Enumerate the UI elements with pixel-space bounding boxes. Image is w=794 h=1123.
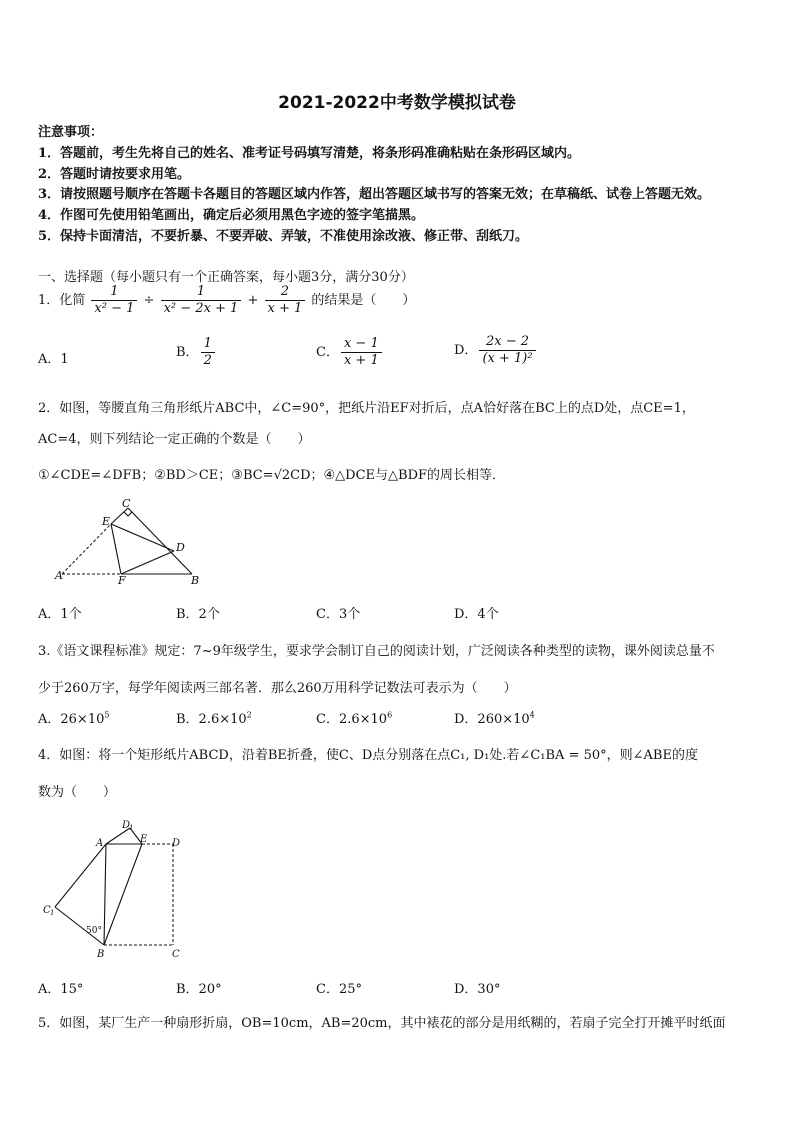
q3-option-b-exp: 2 (246, 710, 252, 720)
q3-option-d (454, 708, 535, 727)
q1-operator-2: + (247, 293, 259, 308)
q1-option-c-fraction (341, 337, 382, 368)
q3-option-a-text: A．26×10 (38, 712, 105, 727)
q2-segment-fd (121, 551, 174, 574)
q2-option-c: C．3个 (316, 607, 361, 622)
q3-option-c-exp: 6 (387, 710, 393, 720)
q1-option-b-den: 2 (203, 353, 212, 368)
q1-fraction-3 (265, 285, 306, 316)
q4-label-e: E (140, 834, 148, 845)
q2-label-c: C (122, 497, 131, 510)
q1-fraction-1 (91, 285, 137, 316)
q2-statement-3b: CD； (290, 468, 324, 483)
q4-option-d: D．30° (454, 982, 501, 997)
q2-statements (38, 464, 505, 483)
q4-side-ab (104, 844, 106, 945)
q4-segment-a-c1 (55, 844, 106, 907)
q4-label-c: C (172, 949, 180, 960)
notice-item-1: 1．答题前，考生先将自己的姓名、准考证号码填写清楚，将条形码准确粘贴在条形码区域内。 (38, 146, 581, 161)
q1-option-b-label: B． (176, 345, 199, 360)
q1-option-d (454, 335, 538, 366)
q2-statement-2: BD＞CE； (165, 468, 232, 483)
q1-prefix: 1．化简 (38, 293, 86, 308)
q4-label-b: B (97, 949, 105, 960)
q4-option-b: B．20° (176, 982, 222, 997)
q3-option-b-text: B．2.6×10 (176, 712, 247, 727)
q5-line-1: 5．如图，某厂生产一种扇形折扇，OB=10cm，AB=20cm，其中裱花的部分是用纸糊的，若扇子完全打开摊平时纸面 (38, 1016, 726, 1031)
q2-option-d: D．4个 (454, 607, 499, 622)
q2-label-d: D (176, 541, 185, 554)
q2-line-1: 2．如图，等腰直角三角形纸片ABC中，∠C=90°，把纸片沿EF对折后，点A恰好落在BC上的点D处，点CE=1， (38, 401, 695, 416)
q4-option-c: C．25° (316, 982, 362, 997)
q2-circle-2: ② (154, 468, 166, 483)
section-heading: 一、选择题（每小题只有一个正确答案，每小题3分，满分30分） (38, 270, 414, 285)
question-1 (38, 285, 415, 316)
q1-f3-numerator: 2 (265, 285, 306, 301)
q1-f2-denominator: x² − 2x + 1 (163, 301, 239, 316)
notice-item-5: 5．保持卡面清洁，不要折暴、不要弄破、弄皱，不准使用涂改液、修正带、刮纸刀。 (38, 229, 529, 244)
q2-label-e: E (102, 515, 111, 528)
q2-option-b: B．2个 (176, 607, 220, 622)
q3-option-d-exp: 4 (529, 710, 535, 720)
q3-option-d-text: D．260×10 (454, 712, 530, 727)
q4-label-d1-sub: 1 (129, 824, 134, 832)
q2-statement-4: △DCE与△BDF的周长相等． (335, 468, 506, 483)
q4-label-d1: D (122, 820, 131, 831)
q2-label-f: F (118, 574, 126, 587)
q1-option-d-fraction (479, 335, 535, 366)
q1-option-c-num: x − 1 (341, 337, 382, 353)
q3-line-2: 少于260万字，每学年阅读两三部名著．那么260万用科学记数法可表示为（ ） (38, 681, 517, 696)
notice-item-3: 3．请按照题号顺序在答题卡各题目的答题区域内作答，超出答题区域书写的答案无效；在草稿纸、试卷上答题无效。 (38, 187, 711, 202)
q1-option-b-num: 1 (201, 337, 215, 353)
q3-option-b (176, 708, 252, 727)
q2-label-a: A (55, 569, 63, 582)
q2-right-angle-mark (124, 512, 132, 516)
q3-line-1: 3.《语文课程标准》规定：7~9年级学生，要求学会制订自己的阅读计划，广泛阅读各种类型的读物，课外阅读总量不 (38, 644, 715, 659)
q4-option-a: A．15° (38, 982, 84, 997)
q4-line-2: 数为（ ） (38, 785, 117, 800)
q4-label-c1-sub: 1 (50, 909, 55, 917)
q4-fold-be (104, 844, 142, 945)
q4-label-a: A (96, 838, 104, 849)
q1-f3-denominator: x + 1 (267, 301, 303, 316)
q1-option-b-fraction (201, 337, 215, 368)
q1-f1-numerator: 1 (91, 285, 137, 301)
q2-circle-1: ① (38, 468, 50, 483)
q2-dashed-ae (62, 524, 111, 574)
notice-item-4: 4．作图可先使用铅笔画出，确定后必须用黑色字迹的签字笔描黑。 (38, 208, 425, 223)
q1-option-d-label: D． (454, 343, 478, 358)
q2-side-ce (111, 508, 128, 524)
q2-figure (52, 496, 204, 588)
q1-option-c-label: C． (316, 345, 339, 360)
q2-option-a: A．1个 (38, 607, 82, 622)
q4-label-c1: C (43, 905, 51, 916)
notice-item-2: 2．答题时请按要求用笔。 (38, 167, 191, 182)
q1-option-d-num: 2x − 2 (479, 335, 535, 351)
q3-option-c-text: C．2.6×10 (316, 712, 388, 727)
page-title: 2021-2022中考数学模拟试卷 (278, 93, 516, 113)
notice-heading: 注意事项： (38, 125, 104, 140)
q2-circle-3: ③ (231, 468, 243, 483)
q1-operator-1: ÷ (143, 293, 155, 308)
q2-statement-1: ∠CDE=∠DFB； (49, 468, 155, 483)
q2-segment-ed (111, 524, 174, 551)
q2-line-2: AC=4，则下列结论一定正确的个数是（ ） (38, 432, 311, 447)
q3-option-a (38, 708, 109, 727)
q4-label-d: D (172, 838, 181, 849)
q1-f2-numerator: 1 (161, 285, 242, 301)
q1-option-c-den: x + 1 (343, 353, 379, 368)
q3-option-c (316, 708, 392, 727)
q1-fraction-2 (161, 285, 242, 316)
q2-statement-3a: BC= (242, 468, 274, 483)
q2-circle-4: ④ (323, 468, 336, 483)
q1-suffix: 的结果是（ ） (311, 293, 416, 308)
q1-f1-denominator: x² − 1 (94, 301, 135, 316)
q1-option-c (316, 337, 384, 368)
q2-sqrt: √2 (273, 468, 291, 483)
q1-option-d-den: (x + 1)² (482, 351, 533, 366)
q4-figure (38, 814, 188, 964)
q3-option-a-exp: 5 (104, 710, 110, 720)
q2-label-b: B (191, 574, 200, 587)
q2-segment-ef (111, 524, 121, 574)
q4-line-1: 4．如图：将一个矩形纸片ABCD，沿着BE折叠，使C、D点分别落在点C₁, D₁处.若∠C₁BA = 50°，则∠ABE的度 (38, 748, 698, 763)
q4-angle-label: 50° (86, 926, 102, 936)
q1-option-a: A．1 (38, 352, 69, 367)
q1-option-b (176, 337, 217, 368)
